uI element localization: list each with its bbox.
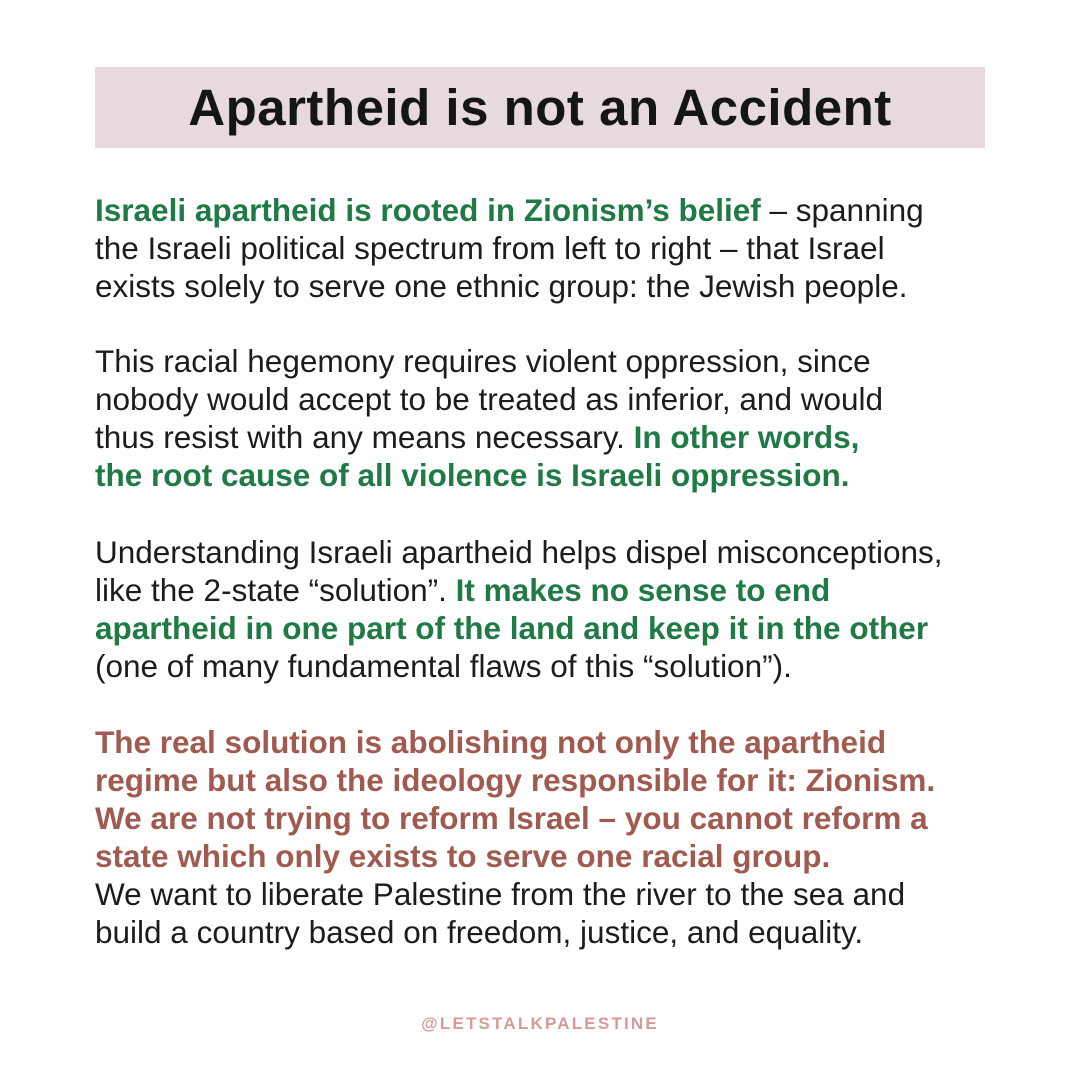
paragraph-1	[95, 191, 1000, 305]
emphasis-green: In other words,	[633, 419, 860, 455]
paragraph-4-line-2: regime but also the ideology responsible for it: Zionism.	[95, 762, 936, 798]
paragraph-1-line-1	[95, 191, 1000, 229]
paragraph-4-line-5: We want to liberate Palestine from the river to the sea and	[95, 876, 906, 912]
paragraph-2-line-1: This racial hegemony requires violent oppression, since	[95, 343, 871, 379]
text-run: like the 2-state “solution”.	[95, 572, 456, 608]
paragraph-1-line-3: exists solely to serve one ethnic group: the Jewish people.	[95, 268, 908, 304]
emphasis-green: Israeli apartheid is rooted in Zionism’s belief	[95, 192, 761, 228]
paragraph-2-line-2: nobody would accept to be treated as inferior, and would	[95, 381, 884, 417]
page-title: Apartheid is not an Accident	[188, 79, 892, 136]
paragraph-2-line-3	[95, 418, 1000, 456]
paragraph-3-line-2	[95, 571, 1000, 609]
text-run: – spanning	[760, 192, 924, 228]
footer-handle: @LETSTALKPALESTINE	[421, 1014, 659, 1033]
paragraph-4-line-3: We are not trying to reform Israel – you cannot reform a	[95, 800, 928, 836]
paragraph-3-line-3: apartheid in one part of the land and keep it in the other	[95, 610, 929, 646]
paragraph-3	[95, 533, 1000, 685]
paragraph-4-line-6: build a country based on freedom, justice, and equality.	[95, 914, 864, 950]
paragraph-2-line-4: the root cause of all violence is Israeli oppression.	[95, 457, 850, 493]
title-banner	[95, 67, 985, 148]
emphasis-green: It makes no sense to end	[455, 572, 831, 608]
paragraph-4-line-4: state which only exists to serve one racial group.	[95, 838, 831, 874]
paragraph-4	[95, 723, 1000, 951]
paragraph-3-line-4: (one of many fundamental flaws of this “solution”).	[95, 648, 792, 684]
paragraph-4-line-1: The real solution is abolishing not only the apartheid	[95, 724, 887, 760]
paragraph-2	[95, 342, 1000, 494]
paragraph-3-line-1: Understanding Israeli apartheid helps dispel misconceptions,	[95, 534, 943, 570]
paragraph-1-line-2: the Israeli political spectrum from left to right – that Israel	[95, 230, 885, 266]
text-run: thus resist with any means necessary.	[95, 419, 634, 455]
